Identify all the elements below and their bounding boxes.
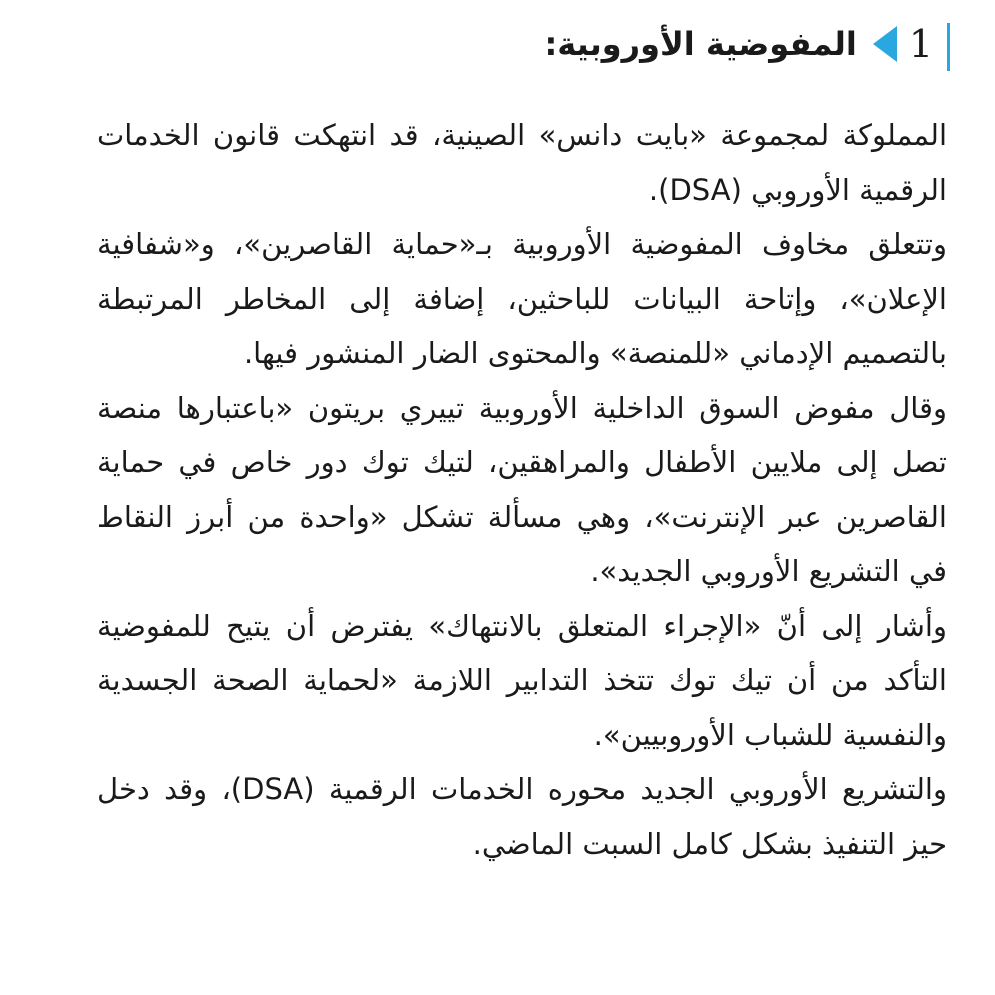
paragraph: وتتعلق مخاوف المفوضية الأوروبية بـ«حماية القاصرين»، و«شفافية الإعلان»، وإتاحة البيانات للباحثين، إضافة إلى المخاطر المرتبطة بالتصميم الإدماني «للمنصة» والمحتوى الضار المنشور فيها.: [97, 227, 947, 370]
section-title: المفوضية الأوروبية:: [544, 25, 857, 63]
paragraph: وأشار إلى أنّ «الإجراء المتعلق بالانتهاك» يفترض أن يتيح للمفوضية التأكد من أن تيك توك تتخذ التدابير اللازمة «لحماية الصحة الجسدية والنفسية للشباب الأوروبيين».: [97, 608, 947, 752]
section-number: 1: [908, 22, 933, 66]
paragraph: المملوكة لمجموعة «بايت دانس» الصينية، قد انتهكت قانون الخدمات الرقمية الأوروبي (DSA).: [97, 118, 947, 207]
accent-bar: [947, 23, 950, 71]
section-header: [544, 18, 950, 70]
paragraph: وقال مفوض السوق الداخلية الأوروبية تييري بريتون «باعتبارها منصة تصل إلى ملايين الأطفال والمراهقين، لتيك توك دور خاص في حماية القاصرين عبر الإنترنت»، وهي مسألة تشكل «واحدة من أبرز النقاط في التشريع الأوروبي الجديد».: [97, 390, 947, 588]
triangle-marker-icon: [873, 26, 897, 62]
paragraph: والتشريع الأوروبي الجديد محوره الخدمات الرقمية (DSA)، وقد دخل حيز التنفيذ بشكل كامل السبت الماضي.: [97, 772, 947, 861]
article-body: [97, 108, 947, 871]
